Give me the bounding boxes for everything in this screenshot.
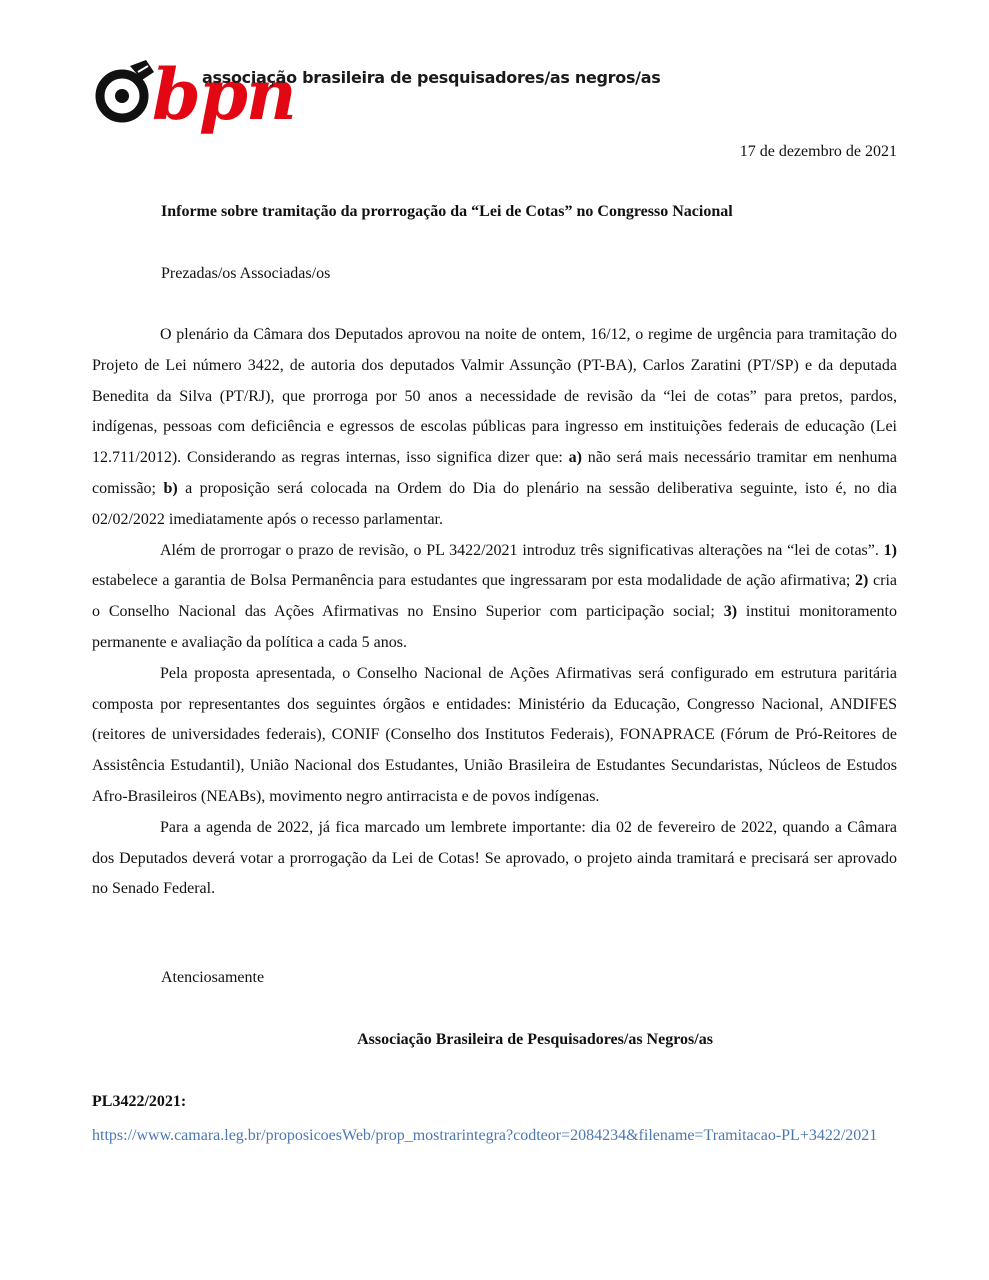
document-body xyxy=(92,320,897,905)
paragraph-2-text-2: estabelece a garantia de Bolsa Permanência para estudantes que ingressaram por esta modalidade de ação afirmativa; xyxy=(92,572,856,590)
signature: Associação Brasileira de Pesquisadores/as Negros/as xyxy=(357,1031,713,1048)
closing: Atenciosamente xyxy=(161,969,265,986)
item-b-marker: b) xyxy=(163,479,178,497)
reference-link[interactable]: https://www.camara.leg.br/proposicoesWeb/prop_mostrarintegra?codteor=2084234&filename=Tramitacao-PL+3422/2021 xyxy=(92,1127,878,1144)
paragraph-2 xyxy=(92,536,897,659)
paragraph-1 xyxy=(92,320,897,536)
item-1-marker: 1) xyxy=(883,541,897,559)
paragraph-2-text: Além de prorrogar o prazo de revisão, o PL 3422/2021 introduz três significativas alterações na “lei de cotas”. xyxy=(160,541,884,559)
paragraph-2-text-4: institui monitoramento permanente e avaliação da política a cada 5 anos. xyxy=(92,603,897,651)
logo-tagline: associação brasileira de pesquisadores/as negros/as xyxy=(202,68,661,87)
salutation: Prezadas/os Associadas/os xyxy=(161,265,331,282)
item-3-marker: 3) xyxy=(723,603,738,621)
paragraph-1-text-3: a proposição será colocada na Ordem do Dia do plenário na sessão deliberativa seguinte, isto é, no dia 02/02/2022 imediatamente após o recesso parlamentar. xyxy=(92,479,897,528)
logo-bpn-text: bpn xyxy=(152,53,295,136)
reference-label: PL3422/2021: xyxy=(92,1093,187,1110)
item-2-marker: 2) xyxy=(855,572,869,590)
document-title: Informe sobre tramitação da prorrogação da “Lei de Cotas” no Congresso Nacional xyxy=(161,203,733,220)
paragraph-1-text: O plenário da Câmara dos Deputados aprovou na noite de ontem, 16/12, o regime de urgência para tramitação do Projeto de Lei número 3422, de autoria dos deputados Valmir Assunção (PT-BA), Carlos Zaratini (PT/SP) e da deputada Benedita da Silva (PT/RJ), que prorroga por 50 anos a necessidade de revisão da “lei de cotas” para pretos, pardos, indígenas, pessoas com deficiência e egressos de escolas públicas para ingresso em instituições federais de educação (Lei 12.711/2012). Considerando as regras internas, isso significa dizer que: xyxy=(92,326,897,467)
paragraph-4: Para a agenda de 2022, já fica marcado um lembrete importante: dia 02 de fevereiro de 2022, quando a Câmara dos Deputados deverá votar a prorrogação da Lei de Cotas! Se aprovado, o projeto ainda tramitará e precisará ser aprovado no Senado Federal. xyxy=(92,818,897,898)
abpn-logo xyxy=(92,53,712,136)
item-a-marker: a) xyxy=(568,449,582,467)
paragraph-2-text-3: cria o Conselho Nacional das Ações Afirmativas no Ensino Superior com participação social; xyxy=(92,572,898,621)
paragraph-1-text-2: não será mais necessário tramitar em nenhuma comissão; xyxy=(92,449,897,497)
document-date: 17 de dezembro de 2021 xyxy=(739,143,897,160)
paragraph-3: Pela proposta apresentada, o Conselho Nacional de Ações Afirmativas será configurado em estrutura paritária composta por representantes dos seguintes órgãos e entidades: Ministério da Educação, Congresso Nacional, ANDIFES (reitores de universidades federais), CONIF (Conselho dos Institutos Federais), FONAPRACE (Fórum de Pró-Reitores de Assistência Estudantil), União Nacional dos Estudantes, União Brasileira de Estudantes Secundaristas, Núcleos de Estudos Afro-Brasileiros (NEABs), movimento negro antirracista e de povos indígenas. xyxy=(92,664,897,805)
